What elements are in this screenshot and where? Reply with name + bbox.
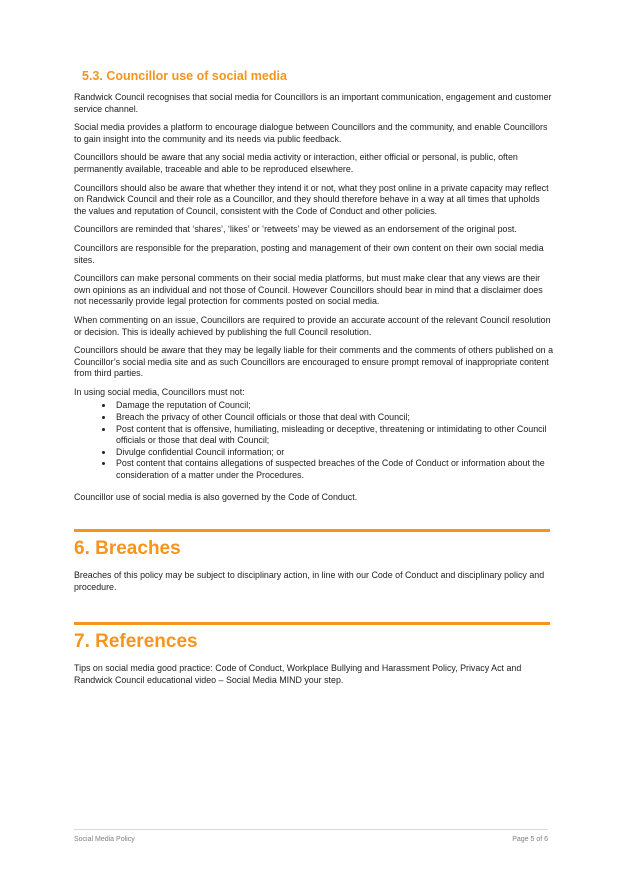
paragraph: Councillors are reminded that ‘shares’, ‘likes’ or ‘retweets’ may be viewed as an endorsement of the original post.	[74, 224, 517, 235]
section-6-heading: 6. Breaches	[74, 538, 181, 560]
paragraph: Councillors can make personal comments on their social media platforms, but must make clear that any views are their own opinions as an individual and not those of Council. However Councillors should bear in mind that a disclaimer does not necessarily provide legal protection for comments posted on social media.	[74, 273, 543, 307]
section-5-3-heading: 5.3. Councillor use of social media	[82, 69, 287, 83]
section-7-heading: 7. References	[74, 631, 198, 653]
paragraph: Councillors should also be aware that whether they intend it or not, what they post online in a private capacity may reflect on Randwick Council and their role as a Councillor, and they should therefore behave in a way at all times that upholds the values and reputation of Council, consistent with the Code of Conduct and other policies.	[74, 182, 549, 216]
section-5-3-closing: Councillor use of social media is also governed by the Code of Conduct.	[74, 491, 358, 502]
footer-divider	[74, 829, 548, 830]
paragraph: When commenting on an issue, Councillors are required to provide an accurate account of the relevant Council resolution or decision. This is ideally achieved by publishing the full Council resolution.	[74, 314, 551, 337]
paragraph: Councillors are responsible for the preparation, posting and management of their own content on their own social media sites.	[74, 242, 544, 265]
list-item: • Divulge confidential Council information; or	[114, 447, 554, 459]
page-content	[74, 68, 554, 694]
footer-title: Social Media Policy	[74, 836, 135, 843]
bullets-intro: In using social media, Councillors must not:	[74, 386, 245, 397]
footer-page-number: Page 5 of 6	[512, 836, 548, 843]
paragraph: Councillors should be aware that any social media activity or interaction, either official or personal, is public, often permanently available, traceable and able to be reproduced elsewhere.	[74, 152, 518, 174]
paragraph: Social media provides a platform to encourage dialogue between Councillors and the community, and enable Councillors to gain insight into the community and its needs via public feedback.	[74, 122, 548, 144]
list-item: • Post content that is offensive, humiliating, misleading or deceptive, threatening or intimidating to other Council officials or those that deal with Council;	[114, 424, 554, 447]
section-divider	[74, 529, 550, 532]
section-divider	[74, 622, 550, 625]
paragraph: Randwick Council recognises that social media for Councillors is an important communication, engagement and customer service channel.	[74, 92, 552, 114]
must-not-list	[74, 400, 554, 481]
section-6-text: Breaches of this policy may be subject to disciplinary action, in line with our Code of Conduct and disciplinary policy and procedure.	[74, 570, 545, 592]
list-item: • Post content that contains allegations of suspected breaches of the Code of Conduct or information about the consideration of a matter under the Procedures.	[114, 458, 554, 481]
paragraph: Councillors should be aware that they may be legally liable for their comments and the comments of others published on a Councillor’s social media site and as such Councillors are encouraged to ensure prompt removal of inappropriate content from third parties.	[74, 345, 554, 379]
list-item: • Breach the privacy of other Council officials or those that deal with Council;	[114, 412, 554, 424]
list-item: • Damage the reputation of Council;	[114, 400, 554, 412]
section-7-text: Tips on social media good practice: Code of Conduct, Workplace Bullying and Harassment Policy, Privacy Act and Randwick Council educational video – Social Media MIND your step.	[74, 663, 522, 685]
